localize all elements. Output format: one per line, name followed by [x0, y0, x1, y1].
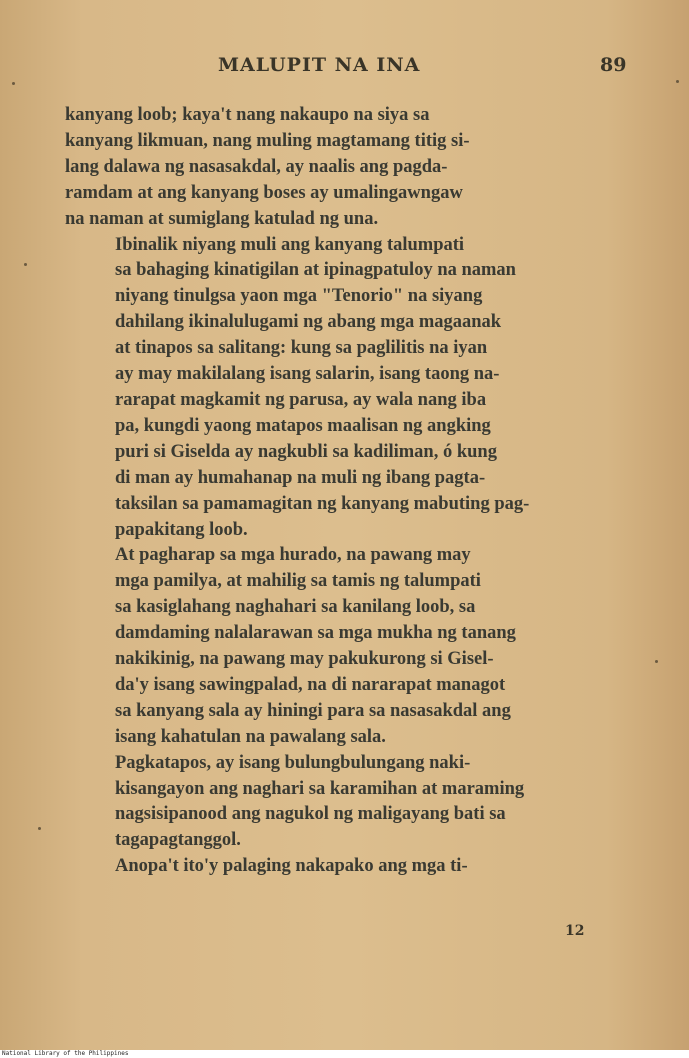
text-line: At pagharap sa mga hurado, na pawang may: [115, 545, 471, 566]
running-title: MALUPIT NA INA: [218, 54, 421, 76]
text-line: kanyang likmuan, nang muling magtamang titig si-: [65, 130, 470, 151]
text-line: papakitang loob.: [115, 519, 248, 540]
text-line: tagapagtanggol.: [115, 830, 241, 851]
text-line: Pagkatapos, ay isang bulungbulungang naki-: [115, 752, 471, 773]
text-line: na naman at sumiglang katulad ng una.: [65, 208, 379, 229]
text-line: ramdam at ang kanyang boses ay umalingawngaw: [65, 182, 463, 203]
paragraph-3: [65, 543, 625, 750]
page-header: [0, 52, 689, 82]
text-line: damdaming nalalarawan sa mga mukha ng tanang: [115, 623, 516, 644]
paper-speck: [12, 82, 15, 85]
text-line: isang kahatulan na pawalang sala.: [115, 726, 386, 747]
text-line: kanyang loob; kaya't nang nakaupo na siya sa: [65, 105, 430, 125]
paragraph-4: [65, 751, 625, 855]
paper-speck: [655, 660, 658, 663]
text-line: mga pamilya, at mahilig sa tamis ng talumpati: [115, 571, 481, 592]
text-line: kisangayon ang naghari sa karamihan at maraming: [115, 778, 525, 799]
text-line: niyang tinulgsa yaon mga "Tenorio" na siyang: [115, 286, 483, 307]
paragraph-2: [65, 233, 625, 544]
text-line: rarapat magkamit ng parusa, ay wala nang iba: [115, 389, 487, 410]
text-line: Anopa't ito'y palaging nakapako ang mga ti-: [115, 856, 468, 877]
text-line: sa kasiglahang naghahari sa kanilang loob, sa: [115, 597, 476, 618]
paper-speck: [676, 80, 679, 83]
signature-mark: 12: [565, 923, 585, 939]
text-line: dahilang ikinalulugami ng abang mga magaanak: [115, 312, 502, 333]
text-line: pa, kungdi yaong matapos maalisan ng angking: [115, 415, 491, 436]
footer-credit: National Library of the Philippines: [2, 1050, 129, 1057]
text-line: ay may makilalang isang salarin, isang taong na-: [115, 364, 500, 385]
paper-speck: [38, 827, 41, 830]
text-line: puri si Giselda ay nagkubli sa kadiliman, ó kung: [115, 441, 497, 462]
text-line: taksilan sa pamamagitan ng kanyang mabuting pag-: [115, 493, 530, 514]
body-text: [65, 103, 625, 880]
text-line: nagsisipanood ang nagukol ng maligayang bati sa: [115, 804, 506, 825]
paragraph-5: [65, 854, 625, 880]
text-line: at tinapos sa salitang: kung sa paglilitis na iyan: [115, 338, 488, 359]
paragraph-1: [65, 103, 625, 233]
text-line: Ibinalik niyang muli ang kanyang talumpati: [115, 234, 465, 255]
text-line: nakikinig, na pawang may pakukurong si Gisel-: [115, 649, 494, 670]
text-line: sa bahaging kinatigilan at ipinagpatuloy na naman: [115, 260, 516, 281]
text-line: sa kanyang sala ay hiningi para sa nasasakdal ang: [115, 700, 511, 721]
text-line: da'y isang sawingpalad, na di nararapat managot: [115, 674, 506, 695]
text-line: lang dalawa ng nasasakdal, ay naalis ang pagda-: [65, 156, 448, 177]
paper-speck: [24, 263, 27, 266]
text-line: di man ay humahanap na muli ng ibang pagta-: [115, 467, 486, 488]
page-number: 89: [600, 54, 627, 76]
